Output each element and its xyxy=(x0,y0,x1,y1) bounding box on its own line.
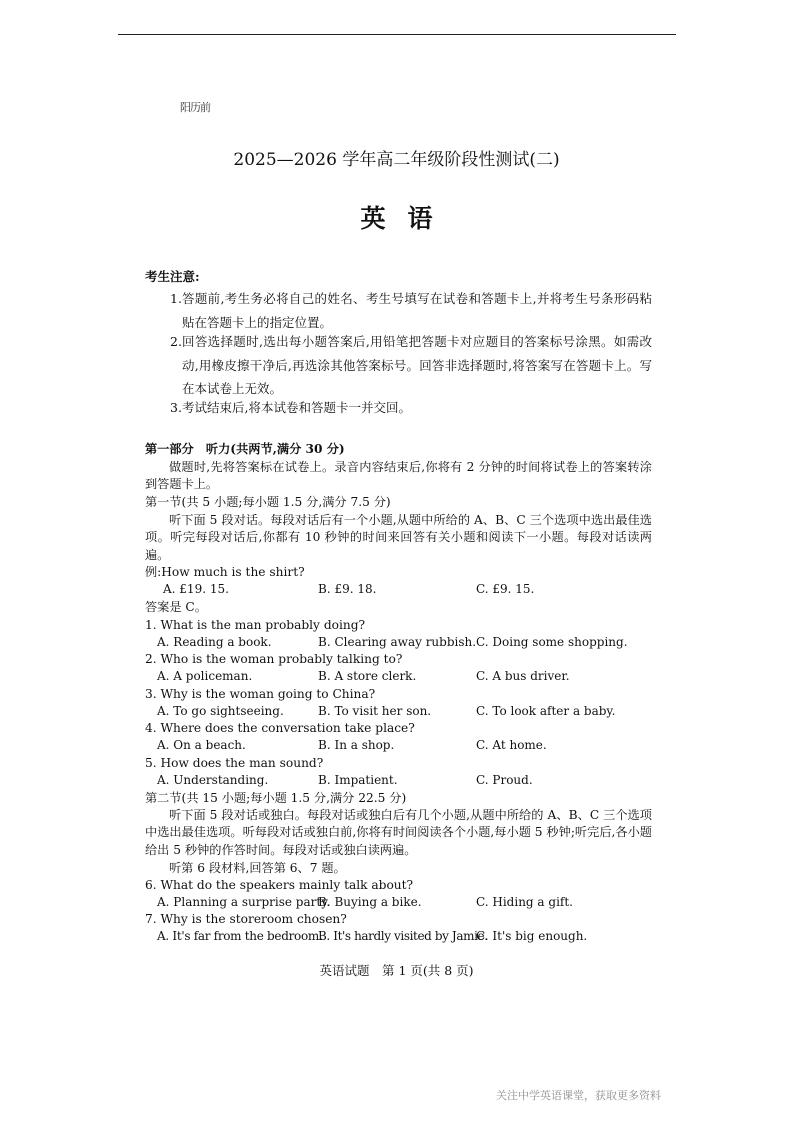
notice-item-number: 3. xyxy=(170,400,182,415)
q2-option-a: A. A policeman. xyxy=(157,669,253,683)
question-1: 1. What is the man probably doing? xyxy=(145,618,366,632)
section2-material: 听第 6 段材料,回答第 6、7 题。 xyxy=(169,861,346,875)
notice-item-text: 回答选择题时,选出每小题答案后,用铅笔把答题卡对应题目的答案标号涂黑。如需改动,用橡皮擦干净后,再选涂其他答案标号。回答非选择题时,将答案写在答题卡上。写在本试卷上无效。 xyxy=(182,334,652,396)
notice-item-number: 2. xyxy=(170,334,182,349)
question-2: 2. Who is the woman probably talking to? xyxy=(145,652,403,666)
q3-option-b: B. To visit her son. xyxy=(318,704,432,718)
q6-option-a: A. Planning a surprise party. xyxy=(157,895,331,909)
q6-option-b: B. Buying a bike. xyxy=(318,895,422,909)
exam-title: 2025—2026 学年高二年级阶段性测试(二) xyxy=(233,150,560,170)
q2-option-c: C. A bus driver. xyxy=(476,669,570,683)
q4-option-c: C. At home. xyxy=(476,738,547,752)
q5-option-b: B. Impatient. xyxy=(318,773,398,787)
notice-item xyxy=(170,287,652,334)
q7-option-c: C. It's big enough. xyxy=(476,929,588,943)
notice-title: 考生注意: xyxy=(145,269,200,284)
top-rule xyxy=(118,34,676,35)
example-option-a: A. £19. 15. xyxy=(163,582,229,596)
notice-item-text: 考试结束后,将本试卷和答题卡一并交回。 xyxy=(182,400,411,415)
q1-option-b: B. Clearing away rubbish. xyxy=(318,635,477,649)
question-3: 3. Why is the woman going to China? xyxy=(145,687,376,701)
q4-option-a: A. On a beach. xyxy=(157,738,246,752)
q7-option-a: A. It's far from the bedroom. xyxy=(157,929,323,943)
question-6: 6. What do the speakers mainly talk about? xyxy=(145,878,414,892)
example-question: 例:How much is the shirt? xyxy=(145,565,305,579)
q1-option-c: C. Doing some shopping. xyxy=(476,635,628,649)
q4-option-b: B. In a shop. xyxy=(318,738,395,752)
section2-intro: 听下面 5 段对话或独白。每段对话或独白后有几个小题,从题中所给的 A、B、C 三个选项中选出最佳选项。听每段对话或独白前,你将有时间阅读各个小题,每小题 5 秒钟;听完后,各小题给出 5 秒钟的作答时间。每段对话或独白读两遍。 xyxy=(145,808,652,857)
notice-item-text: 答题前,考生务必将自己的姓名、考生号填写在试卷和答题卡上,并将考生号条形码粘贴在答题卡上的指定位置。 xyxy=(182,291,652,330)
q5-option-a: A. Understanding. xyxy=(157,773,269,787)
example-option-b: B. £9. 18. xyxy=(318,582,377,596)
header-stamp: 阳历前 xyxy=(180,101,210,114)
notice-item-number: 1. xyxy=(170,291,182,306)
notice-item xyxy=(170,330,652,401)
page-number: 英语试题 第 1 页(共 8 页) xyxy=(319,963,474,978)
watermark-text: 关注中学英语课堂，获取更多资料 xyxy=(496,1089,661,1102)
q1-option-a: A. Reading a book. xyxy=(157,635,272,649)
q5-option-c: C. Proud. xyxy=(476,773,533,787)
example-option-c: C. £9. 15. xyxy=(476,582,535,596)
subject-title: 英语 xyxy=(360,204,455,233)
section1-intro: 听下面 5 段对话。每段对话后有一个小题,从题中所给的 A、B、C 三个选项中选出最佳选项。听完每段对话后,你都有 10 秒钟的时间来回答有关小题和阅读下一小题。每段对话读两遍。 xyxy=(145,513,652,562)
q6-option-c: C. Hiding a gift. xyxy=(476,895,573,909)
q3-option-c: C. To look after a baby. xyxy=(476,704,616,718)
section2-title: 第二节(共 15 小题;每小题 1.5 分,满分 22.5 分) xyxy=(145,791,407,805)
question-5: 5. How does the man sound? xyxy=(145,756,324,770)
question-4: 4. Where does the conversation take place? xyxy=(145,721,415,735)
q3-option-a: A. To go sightseeing. xyxy=(157,704,284,718)
q2-option-b: B. A store clerk. xyxy=(318,669,417,683)
notice-item xyxy=(170,396,652,420)
example-answer: 答案是 C。 xyxy=(145,600,207,614)
q7-option-b: B. It's hardly visited by Jamie. xyxy=(318,929,488,943)
section1-title: 第一节(共 5 小题;每小题 1.5 分,满分 7.5 分) xyxy=(145,495,391,509)
part1-title: 第一部分 听力(共两节,满分 30 分) xyxy=(145,442,345,456)
part1-intro: 做题时,先将答案标在试卷上。录音内容结束后,你将有 2 分钟的时间将试卷上的答案转涂到答题卡上。 xyxy=(145,460,652,492)
question-7: 7. Why is the storeroom chosen? xyxy=(145,912,347,926)
